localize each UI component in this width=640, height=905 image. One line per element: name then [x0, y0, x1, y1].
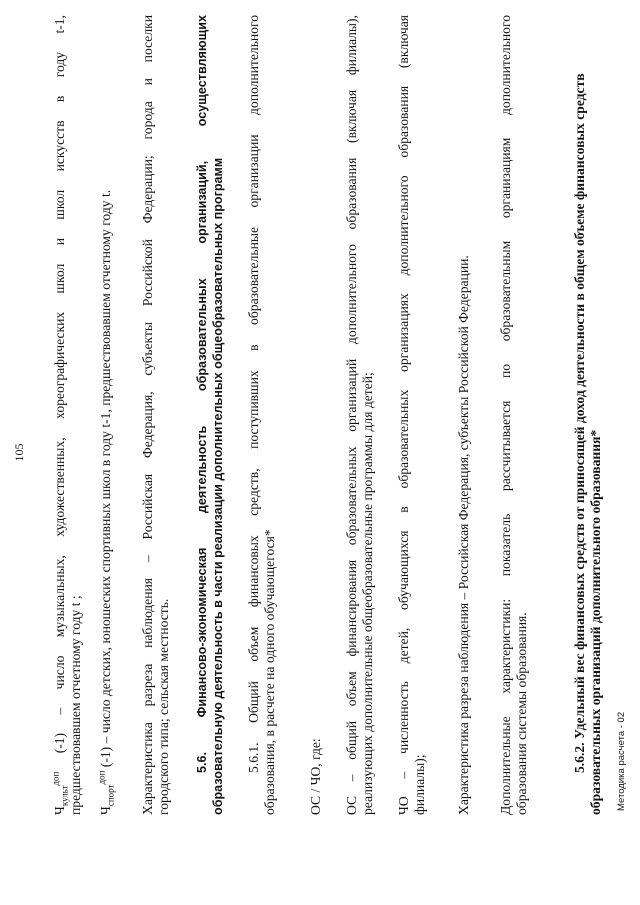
definition-os [344, 15, 376, 815]
paragraph-observation-section-2: Характеристика разреза наблюдения – Российская Федерация, субъекты Российской Федерации. [456, 255, 471, 815]
heading-line: образовательных организаций дополнительного образования* [588, 429, 603, 815]
footer-note: Методика расчета - 02 [616, 711, 627, 811]
paragraph-line: Дополнительные характеристики: показатель рассчитывается по образовательным организациям дополнительного [498, 15, 513, 815]
paragraph-line: образования, в расчете на одного обучающегося* [262, 529, 277, 815]
paragraph-line: образования системы образования. [514, 612, 529, 815]
variable-subscript: культ [59, 785, 70, 807]
heading-line: 5.6.2. Удельный вес финансовых средств от приносящей доход деятельности в общем объеме финансовых средств [572, 73, 587, 773]
paragraph-text: (-1) – число музыкальных, художественных, хореографических школ и школ искусств в году t-1, [52, 15, 67, 754]
paragraph-line: ОС – общий объем финансирования образовательных организаций дополнительного образования (включая филиалы), [344, 15, 359, 815]
variable-subscript: спорт [105, 784, 116, 807]
paragraph-line: 5.6.1. Общий объем финансовых средств, поступивших в образовательные организации дополнительного [246, 15, 261, 773]
paragraph-text: предшествовавшем отчетному году t ; [68, 595, 83, 815]
paragraph-music-schools [52, 15, 84, 815]
heading-line: 5.6. Финансово-экономическая деятельность образовательных организаций, осуществляющих [195, 15, 209, 773]
paragraph-line: городского типа; сельская местность. [156, 598, 171, 815]
variable-superscript: доп [50, 771, 61, 786]
paragraph-line: Характеристика разреза наблюдения – Российская Федерация, субъекты Российской Федерации; города и поселки [140, 15, 155, 815]
paragraph-observation-section [140, 15, 172, 815]
heading-line: образовательную деятельность в части реализации дополнительных общеобразовательных программ [211, 157, 225, 815]
paragraph-line: реализующих дополнительные общеобразовательные программы для детей; [360, 372, 375, 815]
paragraph-line: филиалы); [412, 754, 427, 815]
paragraph-text: (-1) – число детских, юношеских спортивных школ в году t-1, предшествовавшем отчетному году t. [98, 189, 113, 768]
variable-ch: Ч [52, 806, 67, 815]
paragraph-additional-characteristics [498, 15, 530, 815]
section-heading-5-6 [194, 15, 226, 815]
variable-superscript: доп [96, 770, 107, 785]
paragraph-line: ЧО – численность детей, обучающихся в образовательных организациях дополнительного образования (включая [396, 15, 411, 815]
subsection-5-6-2 [572, 15, 604, 815]
subsection-5-6-1 [246, 15, 278, 815]
variable-ch: Ч [98, 806, 113, 815]
formula: ОС / ЧО, где: [308, 738, 323, 815]
definition-cho [396, 15, 428, 815]
paragraph-sport-schools [98, 15, 114, 815]
page-number: 105 [12, 443, 26, 462]
